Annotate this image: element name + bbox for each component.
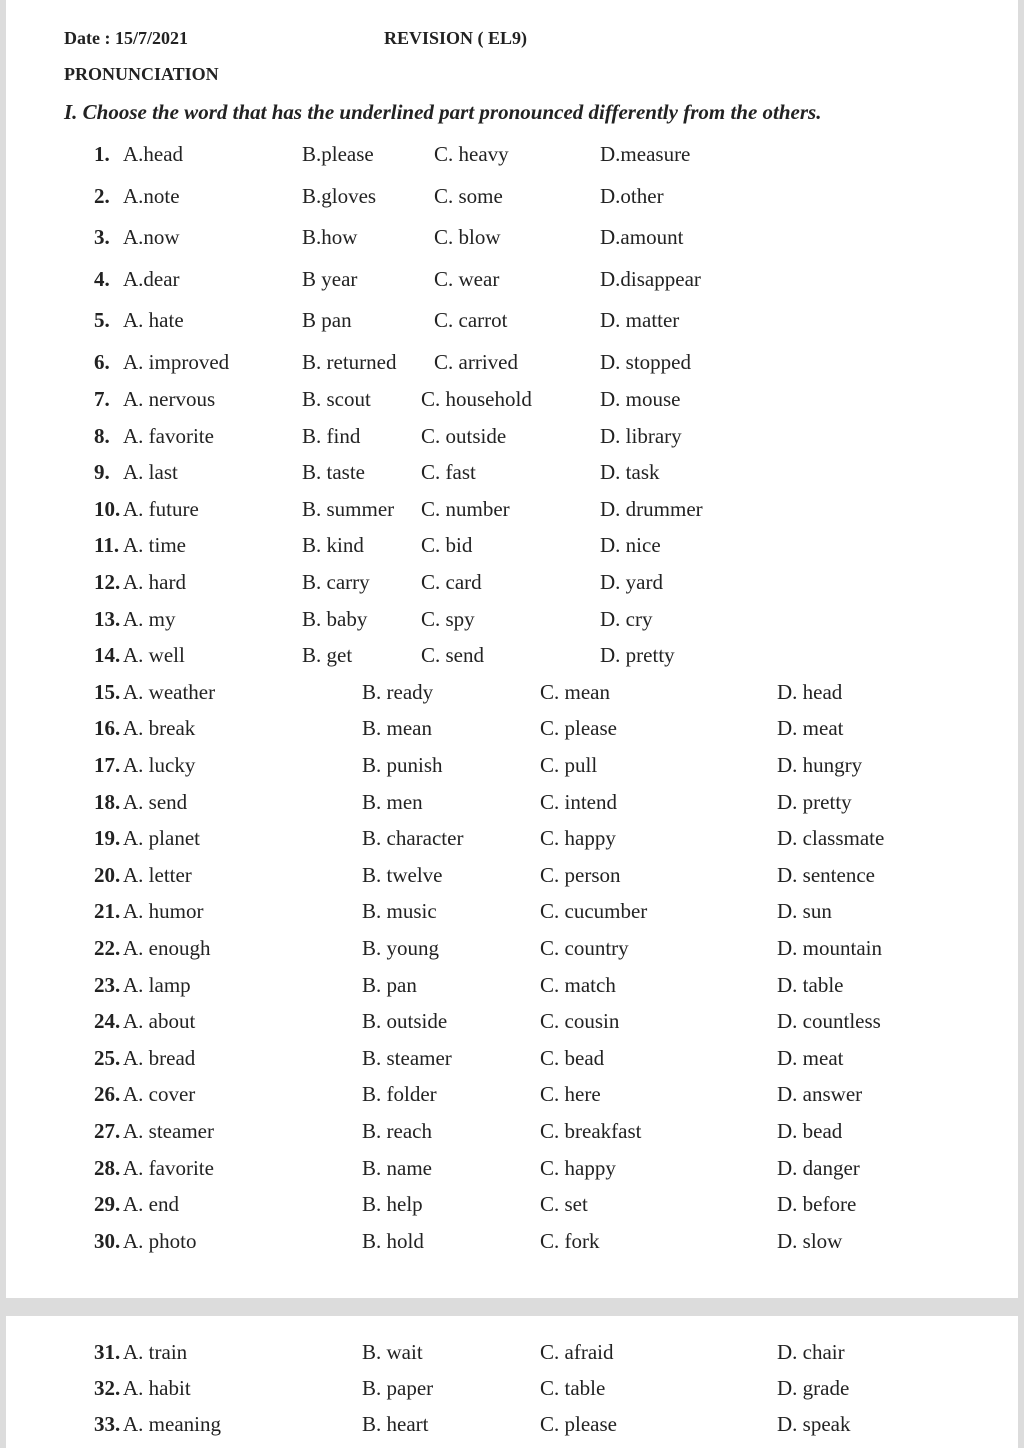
option-b: B. ready — [362, 679, 434, 704]
option-b: B year — [302, 266, 358, 291]
option-c: C. happy — [540, 1155, 616, 1180]
option-a: A. steamer — [123, 1119, 214, 1143]
option-b: B. help — [362, 1192, 423, 1217]
question-row — [6, 936, 1018, 966]
option-d: D. hungry — [777, 753, 863, 777]
document-title: REVISION ( EL9) — [384, 28, 528, 48]
question-number: 26. — [94, 1082, 121, 1107]
option-b: B. paper — [362, 1376, 434, 1400]
option-c: C. bid — [421, 533, 473, 558]
option-c: C. cucumber — [540, 899, 648, 924]
option-d: D.amount — [600, 225, 684, 249]
option-a: A. about — [123, 1009, 196, 1034]
question-number: 31. — [94, 1340, 121, 1364]
option-d: D.measure — [600, 142, 691, 166]
question-number: 12. — [94, 570, 121, 594]
option-a: A. well — [123, 643, 185, 668]
option-d: D. stopped — [600, 350, 691, 374]
option-a: A. future — [123, 496, 199, 521]
question-row — [6, 424, 1018, 454]
option-a: A. lucky — [123, 753, 196, 777]
option-b: B. mean — [362, 716, 432, 741]
option-b: B. music — [362, 899, 437, 924]
option-d: D. before — [777, 1192, 857, 1217]
option-b: B. carry — [302, 570, 370, 594]
option-d: D. sentence — [777, 862, 875, 887]
question-row — [6, 267, 1018, 297]
question-row — [6, 607, 1018, 637]
option-b: B. get — [302, 643, 353, 668]
question-row — [6, 570, 1018, 600]
option-c: C. table — [540, 1376, 606, 1400]
date-label: Date : 15/7/2021 — [64, 28, 188, 48]
option-b: B. young — [362, 936, 440, 960]
option-c: C. household — [421, 387, 532, 411]
question-row — [6, 460, 1018, 490]
option-b: B.how — [302, 225, 358, 249]
question-number: 4. — [94, 266, 110, 291]
document-page-1 — [6, 0, 1018, 1298]
option-b: B. heart — [362, 1412, 429, 1436]
question-number: 8. — [94, 423, 110, 448]
option-d: D. grade — [777, 1376, 850, 1400]
option-a: A.dear — [123, 266, 180, 291]
option-d: D. pretty — [777, 789, 852, 814]
question-number: 18. — [94, 789, 121, 814]
option-c: C. some — [434, 183, 503, 208]
question-row — [6, 184, 1018, 214]
question-row — [6, 863, 1018, 893]
option-b: B. men — [362, 789, 423, 814]
option-b: B.gloves — [302, 183, 377, 208]
question-number: 22. — [94, 936, 121, 960]
option-a: A. hard — [123, 570, 186, 594]
option-b: B. hold — [362, 1228, 424, 1253]
question-row — [6, 1192, 1018, 1222]
option-d: D. sun — [777, 899, 832, 924]
option-c: C. fast — [421, 460, 476, 485]
option-c: C. cousin — [540, 1009, 620, 1034]
question-number: 24. — [94, 1009, 121, 1034]
option-c: C. heavy — [434, 142, 509, 166]
option-a: A. humor — [123, 899, 204, 924]
option-b: B. steamer — [362, 1045, 452, 1070]
option-c: C. arrived — [434, 350, 518, 374]
option-c: C. happy — [540, 826, 616, 851]
question-row — [6, 899, 1018, 929]
question-row — [6, 497, 1018, 527]
question-row — [6, 680, 1018, 710]
instruction: I. Choose the word that has the underlined part pronounced differently from the others. — [64, 100, 822, 124]
question-row — [6, 387, 1018, 417]
option-b: B. outside — [362, 1009, 448, 1034]
option-a: A. photo — [123, 1228, 197, 1253]
option-a: A. habit — [123, 1376, 191, 1400]
option-a: A. planet — [123, 826, 200, 851]
option-b: B. character — [362, 826, 464, 851]
option-d: D. matter — [600, 308, 680, 332]
option-b: B. taste — [302, 460, 365, 485]
option-d: D. table — [777, 972, 844, 997]
option-c: C. breakfast — [540, 1119, 642, 1143]
option-c: C. please — [540, 716, 617, 741]
question-number: 6. — [94, 350, 110, 374]
question-number: 32. — [94, 1376, 121, 1400]
option-c: C. intend — [540, 789, 617, 814]
question-row — [6, 1119, 1018, 1149]
option-d: D. classmate — [777, 826, 885, 851]
option-b: B.please — [302, 142, 374, 166]
option-a: A. my — [123, 606, 176, 631]
question-number: 28. — [94, 1155, 121, 1180]
option-b: B. summer — [302, 496, 395, 521]
question-number: 30. — [94, 1228, 121, 1253]
option-d: D. speak — [777, 1412, 851, 1436]
option-a: A. meaning — [123, 1412, 221, 1436]
question-number: 21. — [94, 899, 121, 924]
option-b: B. wait — [362, 1340, 423, 1364]
option-a: A. hate — [123, 308, 184, 332]
question-row — [6, 1082, 1018, 1112]
option-b: B. find — [302, 423, 361, 448]
option-b: B. name — [362, 1155, 432, 1180]
option-a: A. cover — [123, 1082, 196, 1107]
question-number: 5. — [94, 308, 110, 332]
option-c: C. blow — [434, 225, 501, 249]
question-number: 27. — [94, 1119, 121, 1143]
option-a: A. weather — [123, 679, 216, 704]
question-row — [6, 1229, 1018, 1259]
option-d: D.disappear — [600, 266, 701, 291]
question-row — [6, 1156, 1018, 1186]
option-d: D. task — [600, 460, 660, 485]
question-number: 1. — [94, 142, 110, 166]
question-number: 10. — [94, 496, 121, 521]
option-c: C. here — [540, 1082, 601, 1107]
question-row — [6, 973, 1018, 1003]
option-d: D. meat — [777, 1045, 844, 1070]
option-c: C. fork — [540, 1228, 600, 1253]
option-b: B. baby — [302, 606, 368, 631]
option-c: C. send — [421, 643, 484, 668]
option-a: A. lamp — [123, 972, 191, 997]
option-c: C. pull — [540, 753, 598, 777]
question-number: 33. — [94, 1412, 121, 1436]
option-a: A.head — [123, 142, 184, 166]
option-c: C. country — [540, 936, 629, 960]
option-b: B. pan — [362, 972, 417, 997]
option-a: A. nervous — [123, 387, 216, 411]
question-number: 29. — [94, 1192, 121, 1217]
option-c: C. match — [540, 972, 616, 997]
question-row — [6, 716, 1018, 746]
option-d: D. mountain — [777, 936, 882, 960]
question-row — [6, 308, 1018, 338]
option-b: B pan — [302, 308, 352, 332]
section-heading: PRONUNCIATION — [64, 64, 219, 84]
option-a: A. time — [123, 533, 186, 558]
question-row — [6, 790, 1018, 820]
option-d: D. danger — [777, 1155, 860, 1180]
option-c: C. please — [540, 1412, 617, 1436]
option-b: B. scout — [302, 387, 371, 411]
question-number: 19. — [94, 826, 121, 851]
question-number: 25. — [94, 1045, 121, 1070]
option-a: A. letter — [123, 862, 192, 887]
option-d: D. answer — [777, 1082, 863, 1107]
option-c: C. spy — [421, 606, 475, 631]
question-row — [6, 225, 1018, 255]
option-d: D. drummer — [600, 496, 703, 521]
option-b: B. kind — [302, 533, 364, 558]
option-d: D.other — [600, 183, 664, 208]
question-number: 16. — [94, 716, 121, 741]
question-number: 9. — [94, 460, 110, 485]
option-c: C. mean — [540, 679, 610, 704]
question-row — [6, 1412, 1018, 1442]
question-number: 23. — [94, 972, 121, 997]
option-b: B. twelve — [362, 862, 443, 887]
question-row — [6, 533, 1018, 563]
option-d: D. chair — [777, 1340, 845, 1364]
option-c: C. card — [421, 570, 482, 594]
question-row — [6, 826, 1018, 856]
question-number: 13. — [94, 606, 121, 631]
option-a: A. favorite — [123, 423, 214, 448]
option-d: D. meat — [777, 716, 844, 741]
option-d: D. cry — [600, 606, 653, 631]
option-c: C. set — [540, 1192, 588, 1217]
question-number: 3. — [94, 225, 110, 249]
option-c: C. person — [540, 862, 621, 887]
option-d: D. bead — [777, 1119, 843, 1143]
question-row — [6, 1340, 1018, 1370]
option-c: C. afraid — [540, 1340, 614, 1364]
option-c: C. number — [421, 496, 510, 521]
option-a: A. enough — [123, 936, 211, 960]
option-a: A.now — [123, 225, 180, 249]
option-c: C. bead — [540, 1045, 605, 1070]
option-a: A. last — [123, 460, 178, 485]
question-row — [6, 1376, 1018, 1406]
option-a: A. train — [123, 1340, 188, 1364]
question-number: 2. — [94, 183, 110, 208]
option-d: D. nice — [600, 533, 661, 558]
option-a: A. send — [123, 789, 188, 814]
option-a: A. improved — [123, 350, 230, 374]
question-row — [6, 753, 1018, 783]
question-number: 20. — [94, 862, 121, 887]
option-d: D. countless — [777, 1009, 881, 1034]
option-a: A. bread — [123, 1045, 196, 1070]
question-number: 17. — [94, 753, 121, 777]
option-c: C. wear — [434, 266, 500, 291]
option-d: D. slow — [777, 1228, 843, 1253]
option-c: C. carrot — [434, 308, 508, 332]
question-row — [6, 643, 1018, 673]
option-d: D. yard — [600, 570, 663, 594]
document-page-2 — [6, 1316, 1018, 1448]
option-b: B. punish — [362, 753, 443, 777]
question-number: 15. — [94, 679, 121, 704]
option-a: A. break — [123, 716, 196, 741]
option-d: D. pretty — [600, 643, 675, 668]
question-row — [6, 1046, 1018, 1076]
option-d: D. mouse — [600, 387, 681, 411]
option-a: A. favorite — [123, 1155, 214, 1180]
option-b: B. folder — [362, 1082, 437, 1107]
option-d: D. head — [777, 679, 843, 704]
question-number: 11. — [94, 533, 120, 558]
option-b: B. reach — [362, 1119, 432, 1143]
option-a: A. end — [123, 1192, 179, 1217]
option-d: D. library — [600, 423, 682, 448]
option-b: B. returned — [302, 350, 397, 374]
question-number: 14. — [94, 643, 121, 668]
option-c: C. outside — [421, 423, 507, 448]
option-a: A.note — [123, 183, 180, 208]
question-row — [6, 1009, 1018, 1039]
question-row — [6, 350, 1018, 380]
question-row — [6, 142, 1018, 172]
question-number: 7. — [94, 387, 110, 411]
